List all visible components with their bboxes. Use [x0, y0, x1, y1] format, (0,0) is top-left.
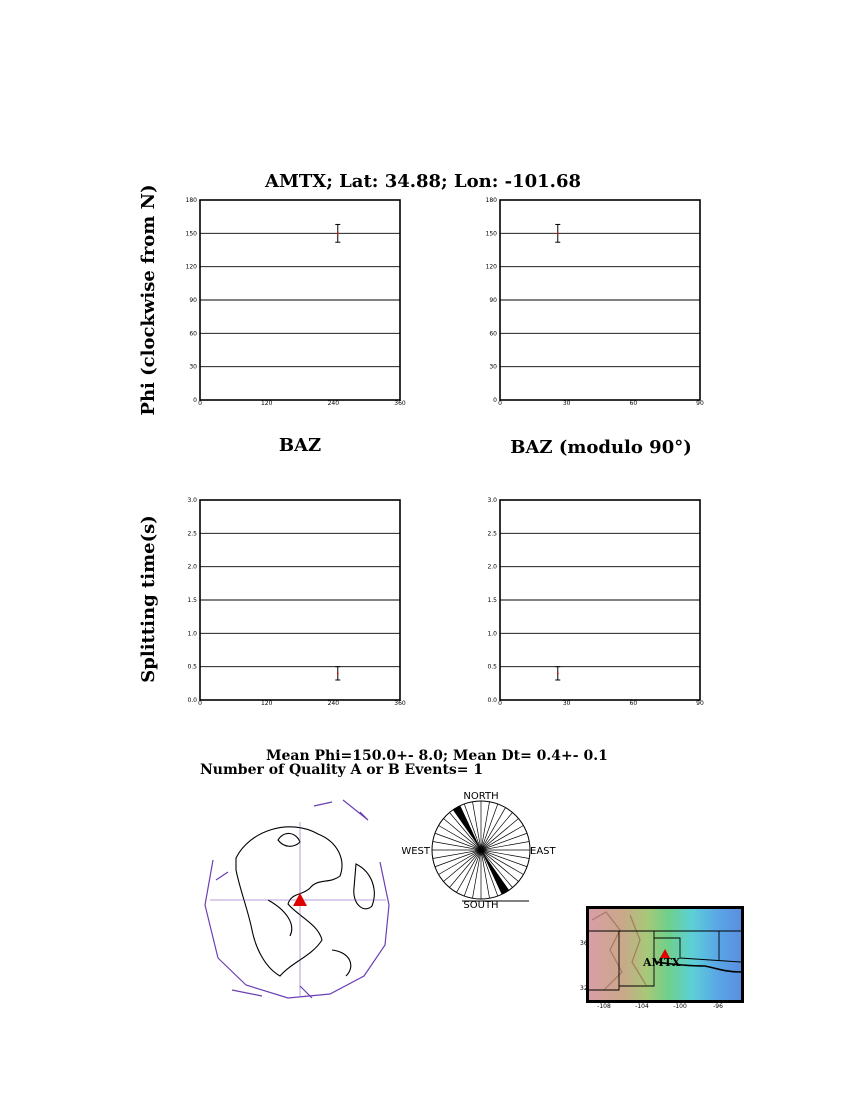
- station-marker-globe: [293, 893, 307, 906]
- y-tick-label: 150: [485, 230, 497, 238]
- rose-label-east: EAST: [530, 846, 556, 857]
- x-axis-label-baz: BAZ: [278, 435, 322, 456]
- y-tick-label: 2.5: [187, 530, 197, 538]
- y-tick-label: 0: [493, 397, 497, 404]
- y-tick-label: 0: [193, 397, 197, 404]
- station-map-xtick-108: -108: [597, 1003, 611, 1010]
- y-tick-label: 30: [189, 363, 197, 371]
- x-tick-label: 0: [198, 400, 202, 407]
- x-tick-label: 90: [696, 700, 704, 707]
- y-tick-label: 150: [185, 230, 197, 238]
- x-tick-label: 0: [198, 700, 202, 707]
- x-tick-label: 30: [562, 400, 571, 407]
- globe-map: [205, 800, 389, 998]
- x-tick-label: 90: [696, 400, 704, 407]
- summary-event-count: Number of Quality A or B Events= 1: [200, 762, 484, 778]
- station-map-ytick-32: 32: [580, 985, 588, 992]
- data-point: [337, 232, 339, 234]
- y-tick-label: 1.0: [187, 630, 197, 638]
- plot-phi-vs-baz: [186, 197, 406, 407]
- globe-coastlines: [236, 827, 374, 976]
- y-tick-label: 2.0: [487, 563, 497, 571]
- y-tick-label: 1.5: [487, 597, 497, 604]
- x-tick-label: 60: [629, 400, 638, 407]
- data-point: [337, 672, 339, 674]
- x-tick-label: 120: [260, 400, 273, 407]
- y-tick-label: 90: [489, 297, 497, 304]
- summary-mean-values: Mean Phi=150.0+- 8.0; Mean Dt= 0.4+- 0.1: [266, 748, 608, 764]
- y-tick-label: 180: [185, 197, 197, 204]
- station-map-ytick-36: 36: [580, 940, 588, 947]
- y-tick-label: 60: [489, 330, 497, 338]
- x-tick-label: 360: [394, 700, 406, 707]
- y-tick-label: 0.0: [487, 697, 497, 704]
- y-tick-label: 3.0: [487, 497, 497, 504]
- plot-dt-vs-baz: [187, 497, 405, 707]
- y-tick-label: 1.0: [487, 630, 497, 638]
- y-tick-label: 120: [185, 263, 197, 271]
- x-tick-label: 0: [498, 700, 502, 707]
- y-tick-label: 60: [189, 330, 197, 338]
- x-axis-label-baz-mod90: BAZ (modulo 90°): [510, 437, 692, 458]
- data-point: [557, 232, 559, 234]
- data-point: [557, 672, 559, 674]
- x-tick-label: 360: [394, 400, 406, 407]
- y-tick-label: 0.5: [487, 663, 497, 671]
- x-tick-label: 240: [327, 700, 340, 707]
- x-tick-label: 0: [498, 400, 502, 407]
- rose-label-north: NORTH: [463, 791, 499, 802]
- x-tick-label: 30: [562, 700, 571, 707]
- station-map-xtick-96: -96: [713, 1003, 723, 1010]
- y-tick-label: 0.5: [187, 663, 197, 671]
- station-map-xtick-100: -100: [673, 1003, 687, 1010]
- y-tick-label: 120: [485, 263, 497, 271]
- x-tick-label: 240: [327, 400, 340, 407]
- y-tick-label: 90: [189, 297, 197, 304]
- x-tick-label: 60: [629, 700, 638, 707]
- globe-grid: [210, 822, 386, 996]
- station-map: [580, 906, 744, 1010]
- rose-label-west: WEST: [401, 846, 430, 857]
- station-map-xtick-104: -104: [635, 1003, 649, 1010]
- y-tick-label: 180: [485, 197, 497, 204]
- y-tick-label: 1.5: [187, 597, 197, 604]
- figure-title: AMTX; Lat: 34.88; Lon: -101.68: [264, 171, 582, 192]
- y-tick-label: 3.0: [187, 497, 197, 504]
- y-tick-label: 2.5: [487, 530, 497, 538]
- x-tick-label: 120: [260, 700, 273, 707]
- y-axis-label-phi: Phi (clockwise from N): [138, 184, 159, 416]
- rose-label-south: SOUTH: [463, 900, 499, 911]
- station-map-label: AMTX: [643, 956, 681, 969]
- y-axis-label-dt: Splitting time(s): [138, 515, 159, 683]
- y-tick-label: 0.0: [187, 697, 197, 704]
- plot-phi-vs-baz-mod90: [486, 197, 704, 407]
- y-tick-label: 30: [489, 363, 497, 371]
- y-tick-label: 2.0: [187, 563, 197, 571]
- plot-dt-vs-baz-mod90: [487, 497, 704, 707]
- rose-diagram: [401, 791, 556, 911]
